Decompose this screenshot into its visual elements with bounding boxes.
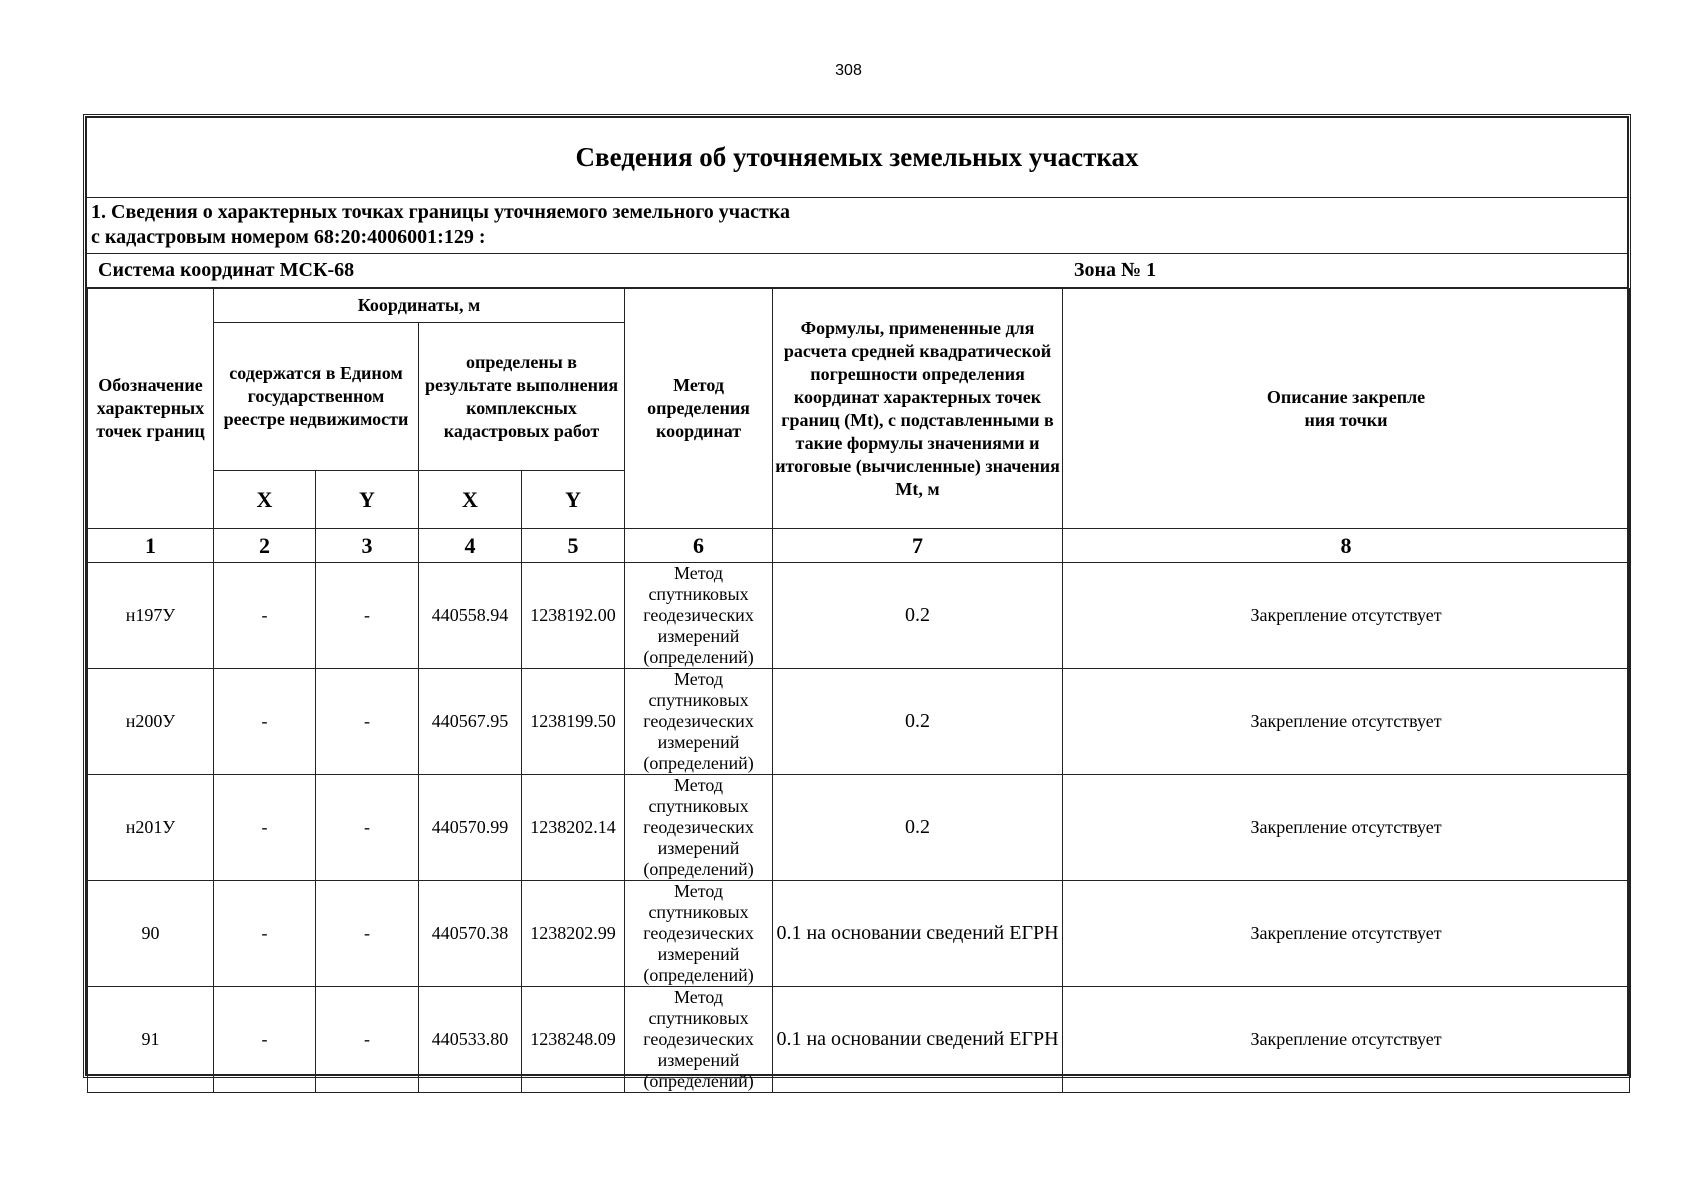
- point-designation: н197У: [88, 563, 214, 669]
- header-coordinates: Координаты, м: [214, 289, 625, 323]
- zone-label: Зона № 1: [1073, 259, 1157, 281]
- mt-value: 0.1 на основании сведений ЕГРН: [773, 881, 1063, 987]
- section-heading-line1: 1. Сведения о характерных точках границы уточняемого земельного участка: [91, 201, 791, 223]
- x-value: 440570.99: [419, 775, 522, 881]
- header-y-result: Y: [522, 471, 625, 529]
- table-row: [88, 775, 1630, 881]
- y-egrn-value: -: [316, 775, 419, 881]
- y-value: 1238202.99: [522, 881, 625, 987]
- y-value: 1238248.09: [522, 987, 625, 1093]
- x-egrn-value: -: [214, 669, 316, 775]
- x-value: 440533.80: [419, 987, 522, 1093]
- y-value: 1238199.50: [522, 669, 625, 775]
- x-value: 440570.38: [419, 881, 522, 987]
- table-row: [88, 563, 1630, 669]
- column-number: 6: [625, 529, 773, 563]
- point-designation: 90: [88, 881, 214, 987]
- header-method: Метод определения координат: [625, 289, 773, 529]
- header-y-egrn: Y: [316, 471, 419, 529]
- header-coords-result: определены в результате выполнения комплексных кадастровых работ: [419, 323, 625, 471]
- header-point-designation: Обозначение характерных точек границ: [88, 289, 214, 529]
- column-number: 7: [773, 529, 1063, 563]
- y-egrn-value: -: [316, 563, 419, 669]
- x-value: 440558.94: [419, 563, 522, 669]
- point-designation: н200У: [88, 669, 214, 775]
- header-description-line2: ния точки: [1304, 409, 1388, 430]
- column-numbers-row: [88, 529, 1630, 563]
- mt-value: 0.2: [773, 775, 1063, 881]
- header-description-line1: Описание закрепле: [1266, 386, 1426, 407]
- y-egrn-value: -: [316, 881, 419, 987]
- page-number: 308: [835, 62, 862, 79]
- description-value: Закрепление отсутствует: [1063, 881, 1630, 987]
- header-coords-egrn: содержатся в Едином государственном реестре недвижимости: [214, 323, 419, 471]
- coordinate-system-label: Система координат МСК-68: [98, 259, 355, 281]
- mt-value: 0.2: [773, 563, 1063, 669]
- mt-value: 0.2: [773, 669, 1063, 775]
- column-number: 4: [419, 529, 522, 563]
- x-value: 440567.95: [419, 669, 522, 775]
- cadastral-form: [85, 116, 1629, 1091]
- section-heading-line2: с кадастровым номером 68:20:4006001:129 :: [91, 226, 486, 248]
- description-value: Закрепление отсутствует: [1063, 669, 1630, 775]
- header-formula: Формулы, примененные для расчета средней квадратической погрешности определения координат характерных точек границ (Mt), с подставленными в такие формулы значениями и итоговые (вычисленные) значения Mt, м: [773, 289, 1063, 529]
- y-value: 1238202.14: [522, 775, 625, 881]
- method-value: Метод спутниковых геодезических измерений (определений): [625, 669, 773, 775]
- point-designation: 91: [88, 987, 214, 1093]
- x-egrn-value: -: [214, 775, 316, 881]
- method-value: Метод спутниковых геодезических измерений (определений): [625, 987, 773, 1093]
- section-heading: [87, 198, 1627, 254]
- point-designation: н201У: [88, 775, 214, 881]
- form-title: Сведения об уточняемых земельных участках: [87, 118, 1627, 198]
- x-egrn-value: -: [214, 563, 316, 669]
- y-value: 1238192.00: [522, 563, 625, 669]
- table-row: [88, 669, 1630, 775]
- x-egrn-value: -: [214, 987, 316, 1093]
- column-number: 1: [88, 529, 214, 563]
- column-number: 2: [214, 529, 316, 563]
- column-number: 5: [522, 529, 625, 563]
- description-value: Закрепление отсутствует: [1063, 987, 1630, 1093]
- column-number: 8: [1063, 529, 1630, 563]
- y-egrn-value: -: [316, 987, 419, 1093]
- method-value: Метод спутниковых геодезических измерений (определений): [625, 881, 773, 987]
- header-x-result: X: [419, 471, 522, 529]
- method-value: Метод спутниковых геодезических измерений (определений): [625, 775, 773, 881]
- table-row: [88, 987, 1630, 1093]
- y-egrn-value: -: [316, 669, 419, 775]
- column-number: 3: [316, 529, 419, 563]
- description-value: Закрепление отсутствует: [1063, 563, 1630, 669]
- table-row: [88, 881, 1630, 987]
- coordinate-system-row: [87, 254, 1627, 288]
- x-egrn-value: -: [214, 881, 316, 987]
- header-description: [1063, 289, 1630, 529]
- mt-value: 0.1 на основании сведений ЕГРН: [773, 987, 1063, 1093]
- header-x-egrn: X: [214, 471, 316, 529]
- description-value: Закрепление отсутствует: [1063, 775, 1630, 881]
- method-value: Метод спутниковых геодезических измерений (определений): [625, 563, 773, 669]
- points-table: [87, 288, 1630, 1093]
